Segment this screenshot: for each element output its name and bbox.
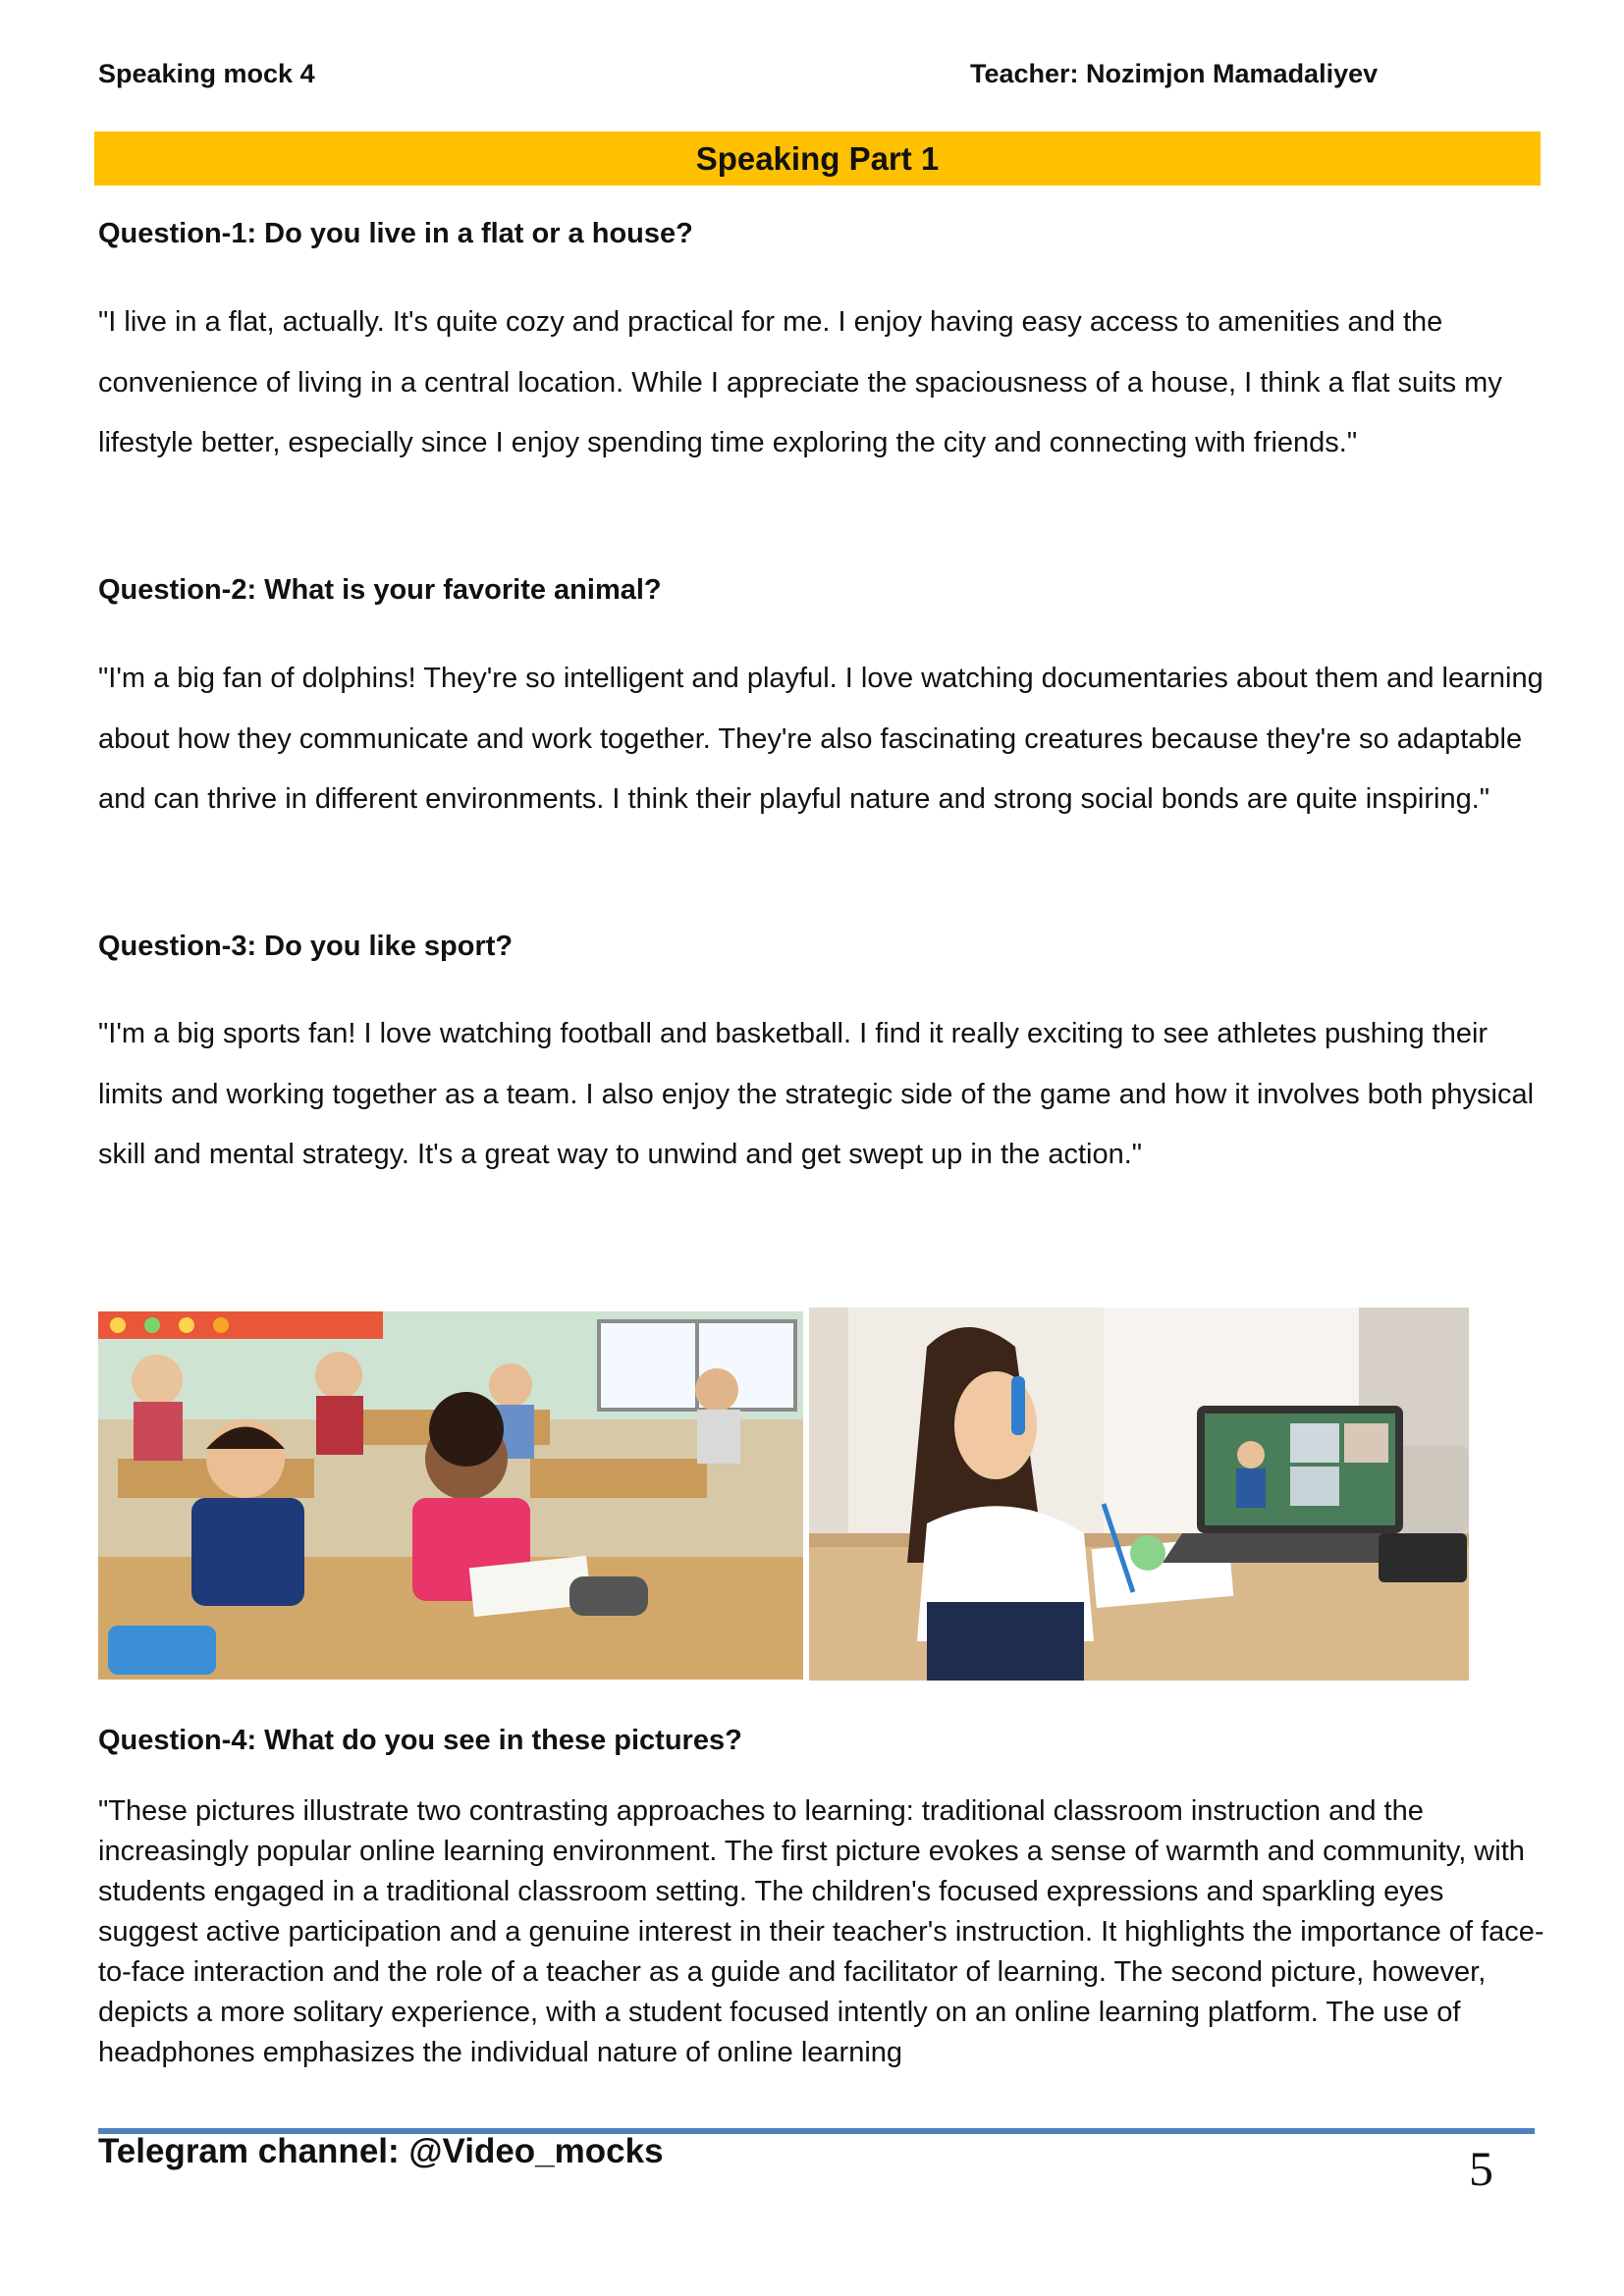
- header-teacher: Teacher: Nozimjon Mamadaliyev: [970, 59, 1379, 88]
- footer-channel: Telegram channel: @Video_mocks: [98, 2132, 664, 2170]
- answer-2: "I'm a big fan of dolphins! They're so intelligent and playful. I love watching documentaries about them and learning about how they communicate and work together. They're also fascinating creatures because they're so adaptable and can thrive in different environments. I think their playful nature and strong social bonds are quite inspiring.": [98, 663, 1543, 815]
- classroom-photo: [98, 1311, 803, 1680]
- answer-1: "I live in a flat, actually. It's quite cozy and practical for me. I enjoy having easy access to amenities and the convenience of living in a central location. While I appreciate the spaciousness of a house, I think a flat suits my lifestyle better, especially since I enjoy spending time exploring the city and connecting with friends.": [98, 306, 1502, 458]
- question-2: Question-2: What is your favorite animal?: [98, 574, 662, 606]
- question-3: Question-3: Do you like sport?: [98, 931, 514, 962]
- page-number: 5: [1469, 2141, 1493, 2196]
- section-banner: [94, 132, 1541, 186]
- question-4: Question-4: What do you see in these pictures?: [98, 1725, 742, 1756]
- header-title: Speaking mock 4: [98, 59, 315, 88]
- online-learning-photo: [809, 1308, 1469, 1681]
- answer-4: "These pictures illustrate two contrasting approaches to learning: traditional classroom instruction and the increasingly popular online learning environment. The first picture evokes a sense of warmth and community, with students engaged in a traditional classroom setting. The children's focused expressions and sparkling eyes suggest active participation and a genuine interest in their teacher's instruction. It highlights the importance of face-to-face interaction and the role of a teacher as a guide and facilitator of learning. The second picture, however, depicts a more solitary experience, with a student focused intently on an online learning platform. The use of headphones emphasizes the individual nature of online learning: [98, 1795, 1544, 2068]
- section-title: Speaking Part 1: [695, 139, 940, 177]
- question-1: Question-1: Do you live in a flat or a house?: [98, 218, 693, 249]
- answer-3: "I'm a big sports fan! I love watching football and basketball. I find it really exciting to see athletes pushing their limits and working together as a team. I also enjoy the strategic side of the game and how it involves both physical skill and mental strategy. It's a great way to unwind and get swept up in the action.": [98, 1018, 1535, 1170]
